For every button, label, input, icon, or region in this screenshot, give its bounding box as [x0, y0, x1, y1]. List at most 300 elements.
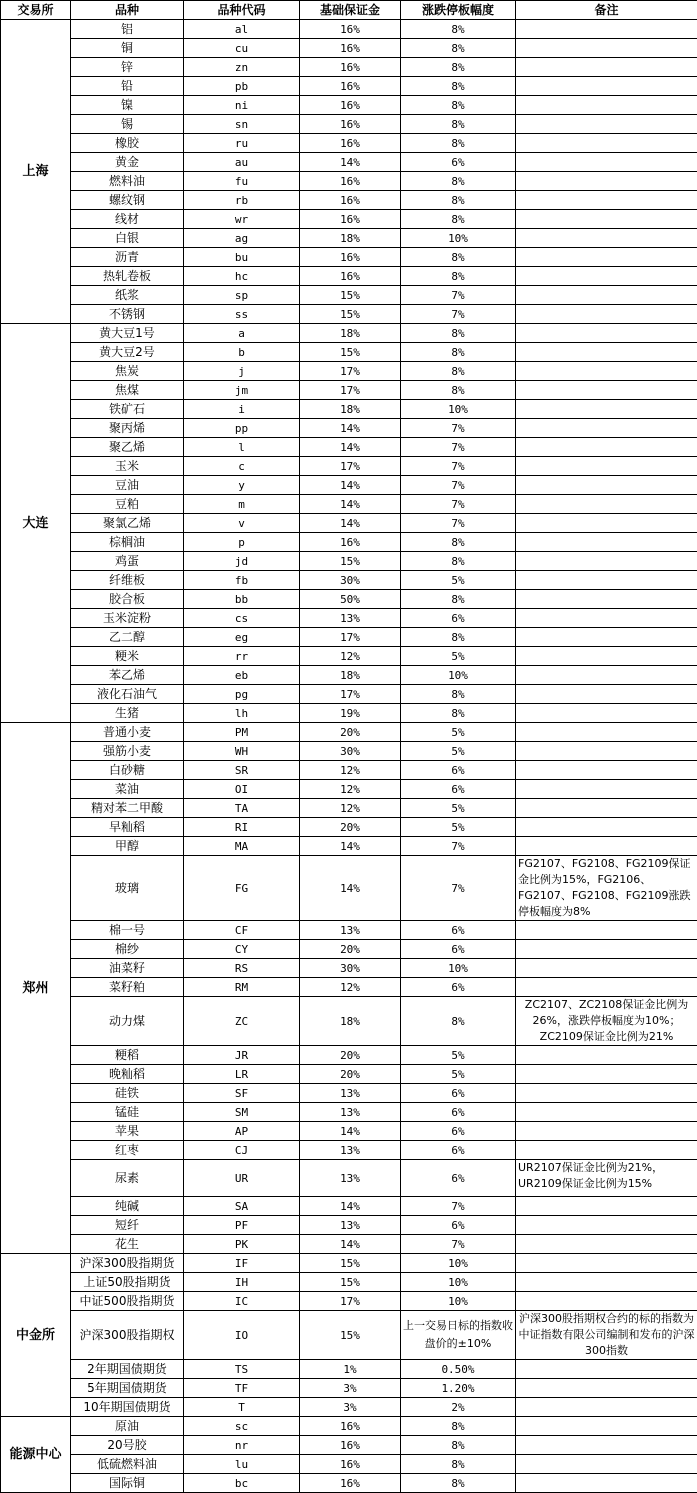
limit-cell: 8%	[401, 628, 516, 647]
note-cell	[516, 940, 697, 959]
product-name-cell: 黄大豆2号	[71, 343, 184, 362]
product-code-cell: LR	[184, 1065, 300, 1084]
limit-cell: 6%	[401, 609, 516, 628]
table-row	[1, 324, 697, 343]
margin-cell: 15%	[300, 1254, 401, 1273]
table-row	[1, 1046, 697, 1065]
note-cell	[516, 1273, 697, 1292]
product-name-cell: 5年期国债期货	[71, 1379, 184, 1398]
limit-cell: 上一交易日标的指数收盘价的±10%	[401, 1311, 516, 1360]
product-code-cell: ss	[184, 305, 300, 324]
margin-cell: 16%	[300, 39, 401, 58]
table-row	[1, 381, 697, 400]
product-name-cell: 聚丙烯	[71, 419, 184, 438]
product-name-cell: 乙二醇	[71, 628, 184, 647]
limit-cell: 8%	[401, 362, 516, 381]
margin-cell: 12%	[300, 799, 401, 818]
note-cell	[516, 1254, 697, 1273]
product-code-cell: pg	[184, 685, 300, 704]
limit-cell: 8%	[401, 58, 516, 77]
product-code-cell: m	[184, 495, 300, 514]
product-name-cell: 黄大豆1号	[71, 324, 184, 343]
exchange-cell: 能源中心	[1, 1417, 71, 1493]
table-row	[1, 210, 697, 229]
margin-cell: 16%	[300, 58, 401, 77]
margin-cell: 30%	[300, 959, 401, 978]
product-name-cell: 聚乙烯	[71, 438, 184, 457]
product-name-cell: 精对苯二甲酸	[71, 799, 184, 818]
product-code-cell: fu	[184, 172, 300, 191]
margin-cell: 15%	[300, 286, 401, 305]
table-row	[1, 153, 697, 172]
product-code-cell: TA	[184, 799, 300, 818]
limit-cell: 8%	[401, 96, 516, 115]
product-code-cell: PM	[184, 723, 300, 742]
header-product: 品种	[71, 1, 184, 20]
margin-cell: 16%	[300, 210, 401, 229]
table-row	[1, 921, 697, 940]
margin-cell: 17%	[300, 362, 401, 381]
table-row	[1, 1254, 697, 1273]
product-name-cell: 玉米淀粉	[71, 609, 184, 628]
product-name-cell: 棉纱	[71, 940, 184, 959]
product-name-cell: 黄金	[71, 153, 184, 172]
table-row	[1, 1436, 697, 1455]
limit-cell: 6%	[401, 1084, 516, 1103]
product-name-cell: 纤维板	[71, 571, 184, 590]
note-cell	[516, 959, 697, 978]
margin-cell: 14%	[300, 419, 401, 438]
limit-cell: 6%	[401, 1103, 516, 1122]
limit-cell: 8%	[401, 115, 516, 134]
table-row	[1, 514, 697, 533]
product-name-cell: 尿素	[71, 1160, 184, 1197]
table-row	[1, 723, 697, 742]
product-name-cell: 粳稻	[71, 1046, 184, 1065]
product-code-cell: MA	[184, 837, 300, 856]
margin-cell: 13%	[300, 1103, 401, 1122]
note-cell: ZC2107、ZC2108保证金比例为26%，涨跌停板幅度为10%；ZC2109保证金比例为21%	[516, 997, 697, 1046]
limit-cell: 8%	[401, 343, 516, 362]
product-code-cell: zn	[184, 58, 300, 77]
product-name-cell: 燃料油	[71, 172, 184, 191]
product-code-cell: ag	[184, 229, 300, 248]
margin-cell: 16%	[300, 267, 401, 286]
product-name-cell: 低硫燃料油	[71, 1455, 184, 1474]
product-code-cell: FG	[184, 856, 300, 921]
product-code-cell: cu	[184, 39, 300, 58]
note-cell	[516, 533, 697, 552]
product-name-cell: 焦炭	[71, 362, 184, 381]
note-cell	[516, 685, 697, 704]
note-cell	[516, 191, 697, 210]
margin-cell: 20%	[300, 818, 401, 837]
note-cell	[516, 305, 697, 324]
table-row	[1, 1311, 697, 1360]
table-row	[1, 1360, 697, 1379]
margin-cell: 17%	[300, 1292, 401, 1311]
margin-cell: 19%	[300, 704, 401, 723]
product-code-cell: cs	[184, 609, 300, 628]
product-name-cell: 镍	[71, 96, 184, 115]
note-cell	[516, 115, 697, 134]
limit-cell: 6%	[401, 921, 516, 940]
product-name-cell: 菜油	[71, 780, 184, 799]
product-name-cell: 锰硅	[71, 1103, 184, 1122]
limit-cell: 8%	[401, 248, 516, 267]
table-row	[1, 419, 697, 438]
margin-cell: 15%	[300, 552, 401, 571]
table-row	[1, 1455, 697, 1474]
product-name-cell: 红枣	[71, 1141, 184, 1160]
limit-cell: 8%	[401, 590, 516, 609]
note-cell	[516, 921, 697, 940]
margin-cell: 30%	[300, 742, 401, 761]
table-row	[1, 115, 697, 134]
product-name-cell: 花生	[71, 1235, 184, 1254]
limit-cell: 7%	[401, 286, 516, 305]
product-name-cell: 菜籽粕	[71, 978, 184, 997]
table-row	[1, 457, 697, 476]
margin-cell: 16%	[300, 533, 401, 552]
margin-cell: 14%	[300, 837, 401, 856]
note-cell	[516, 20, 697, 39]
limit-cell: 2%	[401, 1398, 516, 1417]
product-code-cell: fb	[184, 571, 300, 590]
product-code-cell: jd	[184, 552, 300, 571]
limit-cell: 7%	[401, 419, 516, 438]
product-code-cell: SR	[184, 761, 300, 780]
table-row	[1, 666, 697, 685]
product-name-cell: 原油	[71, 1417, 184, 1436]
note-cell	[516, 837, 697, 856]
limit-cell: 8%	[401, 172, 516, 191]
product-name-cell: 2年期国债期货	[71, 1360, 184, 1379]
note-cell	[516, 1474, 697, 1493]
product-code-cell: bb	[184, 590, 300, 609]
product-code-cell: UR	[184, 1160, 300, 1197]
note-cell	[516, 978, 697, 997]
product-code-cell: TF	[184, 1379, 300, 1398]
table-row	[1, 571, 697, 590]
note-cell	[516, 742, 697, 761]
limit-cell: 8%	[401, 1436, 516, 1455]
note-cell	[516, 761, 697, 780]
table-row	[1, 267, 697, 286]
product-name-cell: 铝	[71, 20, 184, 39]
table-row	[1, 58, 697, 77]
table-row	[1, 997, 697, 1046]
limit-cell: 8%	[401, 77, 516, 96]
product-name-cell: 强筋小麦	[71, 742, 184, 761]
note-cell	[516, 134, 697, 153]
note-cell	[516, 647, 697, 666]
limit-cell: 8%	[401, 39, 516, 58]
margin-cell: 20%	[300, 940, 401, 959]
margin-cell: 16%	[300, 115, 401, 134]
table-row	[1, 780, 697, 799]
product-code-cell: rr	[184, 647, 300, 666]
note-cell	[516, 1046, 697, 1065]
product-name-cell: 晚籼稻	[71, 1065, 184, 1084]
margin-cell: 16%	[300, 1436, 401, 1455]
note-cell	[516, 590, 697, 609]
note-cell	[516, 552, 697, 571]
table-row	[1, 685, 697, 704]
table-row	[1, 134, 697, 153]
table-row	[1, 1398, 697, 1417]
product-name-cell: 鸡蛋	[71, 552, 184, 571]
limit-cell: 7%	[401, 837, 516, 856]
table-body	[1, 20, 697, 1493]
note-cell	[516, 780, 697, 799]
margin-cell: 30%	[300, 571, 401, 590]
product-name-cell: 锡	[71, 115, 184, 134]
product-code-cell: rb	[184, 191, 300, 210]
margin-cell: 17%	[300, 685, 401, 704]
note-cell	[516, 1235, 697, 1254]
margin-cell: 16%	[300, 1417, 401, 1436]
note-cell	[516, 571, 697, 590]
note-cell	[516, 419, 697, 438]
product-code-cell: eg	[184, 628, 300, 647]
product-name-cell: 胶合板	[71, 590, 184, 609]
product-code-cell: OI	[184, 780, 300, 799]
margin-cell: 14%	[300, 495, 401, 514]
product-code-cell: PK	[184, 1235, 300, 1254]
limit-cell: 8%	[401, 381, 516, 400]
product-name-cell: 苹果	[71, 1122, 184, 1141]
note-cell	[516, 457, 697, 476]
product-code-cell: RI	[184, 818, 300, 837]
product-name-cell: 上证50股指期货	[71, 1273, 184, 1292]
limit-cell: 0.50%	[401, 1360, 516, 1379]
product-code-cell: bu	[184, 248, 300, 267]
limit-cell: 5%	[401, 1065, 516, 1084]
margin-cell: 18%	[300, 324, 401, 343]
table-row	[1, 1197, 697, 1216]
note-cell	[516, 381, 697, 400]
table-row	[1, 248, 697, 267]
product-name-cell: 粳米	[71, 647, 184, 666]
table-row	[1, 229, 697, 248]
margin-cell: 20%	[300, 723, 401, 742]
product-name-cell: 沪深300股指期权	[71, 1311, 184, 1360]
limit-cell: 5%	[401, 799, 516, 818]
product-name-cell: 纯碱	[71, 1197, 184, 1216]
margin-cell: 18%	[300, 997, 401, 1046]
limit-cell: 6%	[401, 153, 516, 172]
margin-cell: 13%	[300, 1141, 401, 1160]
product-name-cell: 不锈钢	[71, 305, 184, 324]
product-code-cell: hc	[184, 267, 300, 286]
limit-cell: 6%	[401, 1122, 516, 1141]
limit-cell: 7%	[401, 1197, 516, 1216]
table-row	[1, 818, 697, 837]
table-row	[1, 1065, 697, 1084]
product-name-cell: 甲醇	[71, 837, 184, 856]
product-name-cell: 铅	[71, 77, 184, 96]
margin-cell: 14%	[300, 1122, 401, 1141]
margin-cell: 13%	[300, 609, 401, 628]
margin-cell: 20%	[300, 1046, 401, 1065]
margin-cell: 14%	[300, 438, 401, 457]
table-row	[1, 959, 697, 978]
product-code-cell: AP	[184, 1122, 300, 1141]
margin-cell: 16%	[300, 191, 401, 210]
note-cell	[516, 495, 697, 514]
limit-cell: 1.20%	[401, 1379, 516, 1398]
limit-cell: 6%	[401, 978, 516, 997]
product-code-cell: b	[184, 343, 300, 362]
product-code-cell: lh	[184, 704, 300, 723]
table-row	[1, 1103, 697, 1122]
limit-cell: 10%	[401, 1254, 516, 1273]
product-code-cell: eb	[184, 666, 300, 685]
note-cell	[516, 1360, 697, 1379]
product-code-cell: ni	[184, 96, 300, 115]
table-row	[1, 400, 697, 419]
table-row	[1, 1141, 697, 1160]
note-cell	[516, 286, 697, 305]
product-name-cell: 橡胶	[71, 134, 184, 153]
limit-cell: 8%	[401, 20, 516, 39]
note-cell	[516, 248, 697, 267]
table-row	[1, 191, 697, 210]
exchange-cell: 郑州	[1, 723, 71, 1254]
note-cell	[516, 1065, 697, 1084]
table-row	[1, 1216, 697, 1235]
limit-cell: 6%	[401, 1160, 516, 1197]
limit-cell: 8%	[401, 191, 516, 210]
note-cell	[516, 818, 697, 837]
margin-cell: 18%	[300, 666, 401, 685]
margin-cell: 14%	[300, 1235, 401, 1254]
table-row	[1, 305, 697, 324]
margin-cell: 15%	[300, 305, 401, 324]
product-name-cell: 棉一号	[71, 921, 184, 940]
product-name-cell: 白砂糖	[71, 761, 184, 780]
note-cell	[516, 1436, 697, 1455]
limit-cell: 8%	[401, 1417, 516, 1436]
margin-cell: 1%	[300, 1360, 401, 1379]
product-code-cell: sn	[184, 115, 300, 134]
table-row	[1, 1122, 697, 1141]
product-name-cell: 白银	[71, 229, 184, 248]
margin-cell: 14%	[300, 856, 401, 921]
table-row	[1, 476, 697, 495]
margin-cell: 13%	[300, 1084, 401, 1103]
margin-cell: 14%	[300, 476, 401, 495]
limit-cell: 8%	[401, 210, 516, 229]
product-code-cell: IF	[184, 1254, 300, 1273]
table-row	[1, 495, 697, 514]
product-code-cell: v	[184, 514, 300, 533]
note-cell	[516, 1417, 697, 1436]
product-code-cell: CF	[184, 921, 300, 940]
table-row	[1, 172, 697, 191]
limit-cell: 7%	[401, 476, 516, 495]
margin-cell: 15%	[300, 343, 401, 362]
header-code: 品种代码	[184, 1, 300, 20]
limit-cell: 10%	[401, 400, 516, 419]
product-code-cell: IC	[184, 1292, 300, 1311]
product-name-cell: 普通小麦	[71, 723, 184, 742]
product-name-cell: 玻璃	[71, 856, 184, 921]
table-row	[1, 1084, 697, 1103]
note-cell	[516, 96, 697, 115]
margin-cell: 16%	[300, 1474, 401, 1493]
note-cell	[516, 628, 697, 647]
limit-cell: 6%	[401, 780, 516, 799]
note-cell	[516, 476, 697, 495]
product-name-cell: 热轧卷板	[71, 267, 184, 286]
table-row	[1, 39, 697, 58]
margin-cell: 3%	[300, 1398, 401, 1417]
table-row	[1, 343, 697, 362]
product-code-cell: RM	[184, 978, 300, 997]
note-cell	[516, 362, 697, 381]
margin-cell: 12%	[300, 978, 401, 997]
product-code-cell: IO	[184, 1311, 300, 1360]
table-row	[1, 96, 697, 115]
table-row	[1, 533, 697, 552]
note-cell	[516, 514, 697, 533]
product-name-cell: 焦煤	[71, 381, 184, 400]
product-code-cell: RS	[184, 959, 300, 978]
product-name-cell: 动力煤	[71, 997, 184, 1046]
product-code-cell: CJ	[184, 1141, 300, 1160]
product-code-cell: SF	[184, 1084, 300, 1103]
margin-cell: 14%	[300, 153, 401, 172]
limit-cell: 7%	[401, 856, 516, 921]
note-cell	[516, 210, 697, 229]
margin-cell: 12%	[300, 780, 401, 799]
table-row	[1, 704, 697, 723]
table-row	[1, 940, 697, 959]
note-cell	[516, 324, 697, 343]
margin-cell: 16%	[300, 172, 401, 191]
table-row	[1, 647, 697, 666]
note-cell: FG2107、FG2108、FG2109保证金比例为15%，FG2106、FG2107、FG2108、FG2109涨跌停板幅度为8%	[516, 856, 697, 921]
product-code-cell: sp	[184, 286, 300, 305]
product-code-cell: a	[184, 324, 300, 343]
product-name-cell: 锌	[71, 58, 184, 77]
limit-cell: 8%	[401, 552, 516, 571]
limit-cell: 8%	[401, 134, 516, 153]
table-row	[1, 856, 697, 921]
product-code-cell: SA	[184, 1197, 300, 1216]
margin-cell: 18%	[300, 229, 401, 248]
product-code-cell: sc	[184, 1417, 300, 1436]
exchange-cell: 大连	[1, 324, 71, 723]
exchange-cell: 上海	[1, 20, 71, 324]
note-cell	[516, 77, 697, 96]
product-name-cell: 硅铁	[71, 1084, 184, 1103]
table-row	[1, 628, 697, 647]
product-code-cell: WH	[184, 742, 300, 761]
limit-cell: 8%	[401, 267, 516, 286]
margin-cell: 16%	[300, 96, 401, 115]
product-code-cell: wr	[184, 210, 300, 229]
product-name-cell: 沪深300股指期货	[71, 1254, 184, 1273]
table-row	[1, 1379, 697, 1398]
note-cell	[516, 438, 697, 457]
note-cell	[516, 400, 697, 419]
product-code-cell: nr	[184, 1436, 300, 1455]
note-cell	[516, 1398, 697, 1417]
table-row	[1, 761, 697, 780]
